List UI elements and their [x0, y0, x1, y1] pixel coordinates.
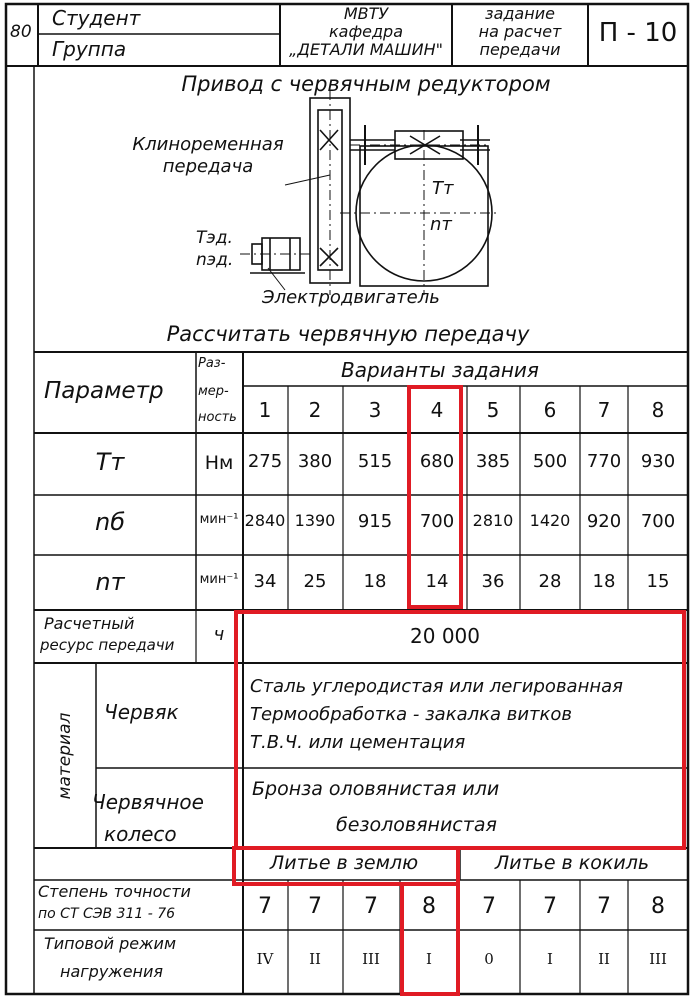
- table-cell-value: 770: [586, 451, 622, 472]
- group-label: Группа: [52, 37, 127, 61]
- table-cell-value: 915: [357, 511, 393, 532]
- param-unit: мин⁻¹: [199, 572, 239, 587]
- org-line-3: „ДЕТАЛИ МАШИН": [289, 40, 443, 59]
- param-header: Параметр: [44, 378, 164, 404]
- accuracy-value: 7: [258, 894, 272, 919]
- resource-label-1: Расчетный: [44, 614, 135, 633]
- motor-label: Электродвигатель: [262, 287, 440, 308]
- load-mode-value: I: [426, 950, 432, 968]
- resource-value: 20 000: [410, 624, 480, 648]
- task-code: П - 10: [598, 18, 678, 48]
- dim-header-1: Раз-: [198, 356, 226, 371]
- table-cell-value: 700: [640, 511, 676, 532]
- wheel-label-2: колесо: [104, 822, 177, 846]
- worm-text-3: Т.В.Ч. или цементация: [250, 732, 466, 753]
- table-cell-value: 515: [357, 451, 393, 472]
- sheet-number: 80: [10, 22, 32, 42]
- accuracy-label-2: по СТ СЭВ 311 - 76: [38, 906, 176, 922]
- table-cell-value: 1420: [529, 511, 571, 530]
- wheel-text-1: Бронза оловянистая или: [252, 778, 500, 800]
- table-cell-value: 18: [592, 571, 616, 592]
- table-cell-value: 700: [419, 511, 455, 532]
- table-cell-value: 500: [532, 451, 568, 472]
- task-line-2: на расчет: [478, 22, 562, 41]
- accuracy-label-1: Степень точности: [38, 882, 191, 901]
- wheel-label-1: Червячное: [92, 790, 204, 814]
- dim-header-3: ность: [198, 410, 237, 425]
- resource-label-2: ресурс передачи: [40, 636, 175, 654]
- resource-unit: ч: [213, 624, 225, 645]
- dim-header-2: мер-: [198, 384, 229, 399]
- org-line-1: МВТУ: [343, 4, 389, 23]
- variant-number: 2: [308, 398, 322, 422]
- table-cell-value: 920: [586, 511, 622, 532]
- variant-number: 7: [597, 398, 611, 422]
- table-cell-value: 28: [538, 571, 562, 592]
- accuracy-value: 7: [308, 894, 322, 919]
- highlight-variant-4-column: [409, 387, 461, 607]
- table-cell-value: 680: [419, 451, 455, 472]
- table-cell-value: 14: [425, 571, 449, 592]
- student-label: Студент: [52, 6, 141, 30]
- table-cell-value: 36: [481, 571, 505, 592]
- task-line-3: передачи: [479, 40, 561, 59]
- highlight-casting-sand: [234, 848, 458, 884]
- variant-number: 3: [368, 398, 382, 422]
- worm-text-2: Термообработка - закалка витков: [250, 704, 573, 725]
- load-mode-value: III: [649, 950, 667, 968]
- table-cell-value: 930: [640, 451, 676, 472]
- material-label: материал: [55, 712, 75, 800]
- calc-title: Рассчитать червячную передачу: [166, 322, 530, 346]
- worm-label: Червяк: [104, 700, 179, 724]
- load-mode-value: III: [362, 950, 380, 968]
- variant-number: 6: [543, 398, 557, 422]
- casting-chill: Литье в кокиль: [494, 852, 650, 874]
- variant-number: 4: [430, 398, 444, 422]
- casting-sand: Литье в землю: [269, 852, 419, 874]
- load-mode-value: II: [309, 950, 321, 968]
- accuracy-value: 7: [482, 894, 496, 919]
- accuracy-value: 7: [543, 894, 557, 919]
- variant-number: 5: [486, 398, 500, 422]
- worm-text-1: Сталь углеродистая или легированная: [250, 676, 623, 697]
- table-cell-value: 385: [475, 451, 511, 472]
- param-symbol: Tт: [95, 448, 125, 476]
- table-cell-value: 1390: [294, 511, 336, 530]
- variants-header: Варианты задания: [341, 358, 539, 382]
- output-speed-label: nт: [430, 214, 452, 235]
- param-symbol: nт: [95, 568, 125, 596]
- load-label-1: Типовой режим: [44, 934, 177, 953]
- scheme-title: Привод с червячным редуктором: [181, 72, 551, 96]
- accuracy-value: 8: [422, 894, 436, 919]
- table-cell-value: 380: [297, 451, 333, 472]
- accuracy-value: 8: [651, 894, 665, 919]
- load-mode-value: I: [547, 950, 553, 968]
- table-cell-value: 2840: [244, 511, 286, 530]
- accuracy-value: 7: [364, 894, 378, 919]
- load-mode-value: II: [598, 950, 610, 968]
- load-mode-value: IV: [256, 950, 274, 968]
- task-line-1: задание: [485, 4, 555, 23]
- motor-speed-label: nэд.: [196, 250, 234, 270]
- motor-torque-label: Тэд.: [196, 228, 233, 248]
- table-cell-value: 15: [646, 571, 670, 592]
- load-mode-value: 0: [484, 950, 494, 968]
- table-cell-value: 34: [253, 571, 277, 592]
- table-cell-value: 25: [303, 571, 327, 592]
- org-line-2: кафедра: [328, 22, 404, 41]
- belt-label-2: передача: [162, 156, 254, 177]
- highlight-resource-material: [236, 612, 684, 848]
- wheel-text-2: безоловянистая: [336, 814, 497, 836]
- accuracy-value: 7: [597, 894, 611, 919]
- highlight-variant-4-bottom: [402, 884, 458, 994]
- belt-label-1: Клиноременная: [132, 134, 284, 155]
- param-unit: Нм: [204, 452, 234, 474]
- variant-number: 8: [651, 398, 665, 422]
- table-cell-value: 2810: [472, 511, 514, 530]
- variant-number: 1: [258, 398, 272, 422]
- table-cell-value: 18: [363, 571, 387, 592]
- param-symbol: nб: [94, 508, 126, 536]
- table-cell-value: 275: [247, 451, 283, 472]
- param-unit: мин⁻¹: [199, 512, 239, 527]
- output-torque-label: Tт: [432, 178, 454, 199]
- load-label-2: нагружения: [60, 962, 164, 981]
